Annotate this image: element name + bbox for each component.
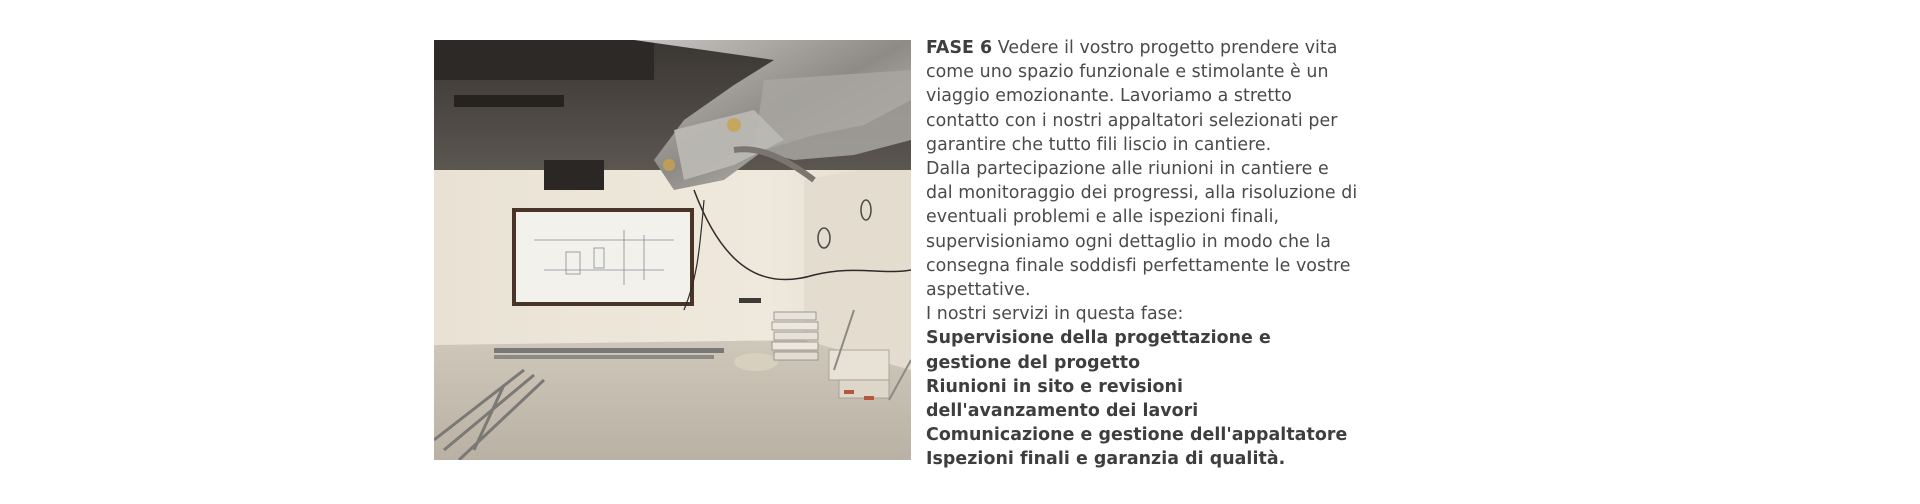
- construction-site-photo: [434, 40, 911, 460]
- step-description: [926, 36, 1358, 472]
- construction-site-illustration: [434, 40, 911, 460]
- details-paragraph: Dalla partecipazione alle riunioni in cantiere e dal monitoraggio dei progressi, alla risoluzione di eventuali problemi e alle ispezioni finali, supervisioniamo ogni dettaglio in modo che la consegna finale soddisfi perfettamente le vostre aspettative.: [926, 159, 1358, 301]
- service-item: Riunioni in sito e revisioni dell'avanzamento dei lavori: [926, 376, 1199, 422]
- service-item: Ispezioni finali e garanzia di qualità.: [926, 449, 1286, 470]
- intro-text: Vedere il vostro progetto prendere vita come uno spazio funzionale e stimolante è un viaggio emozionante. Lavoriamo a stretto contatto con i nostri appaltatori selezionati per garantire che tutto fili liscio in cantiere.: [926, 38, 1338, 155]
- services-heading: I nostri servizi in questa fase:: [926, 304, 1184, 325]
- service-item: Supervisione della progettazione e gestione del progetto: [926, 328, 1271, 373]
- service-item: Comunicazione e gestione dell'appaltatore: [926, 425, 1348, 446]
- step-label: FASE 6: [926, 38, 993, 58]
- intro-paragraph: [926, 36, 1358, 157]
